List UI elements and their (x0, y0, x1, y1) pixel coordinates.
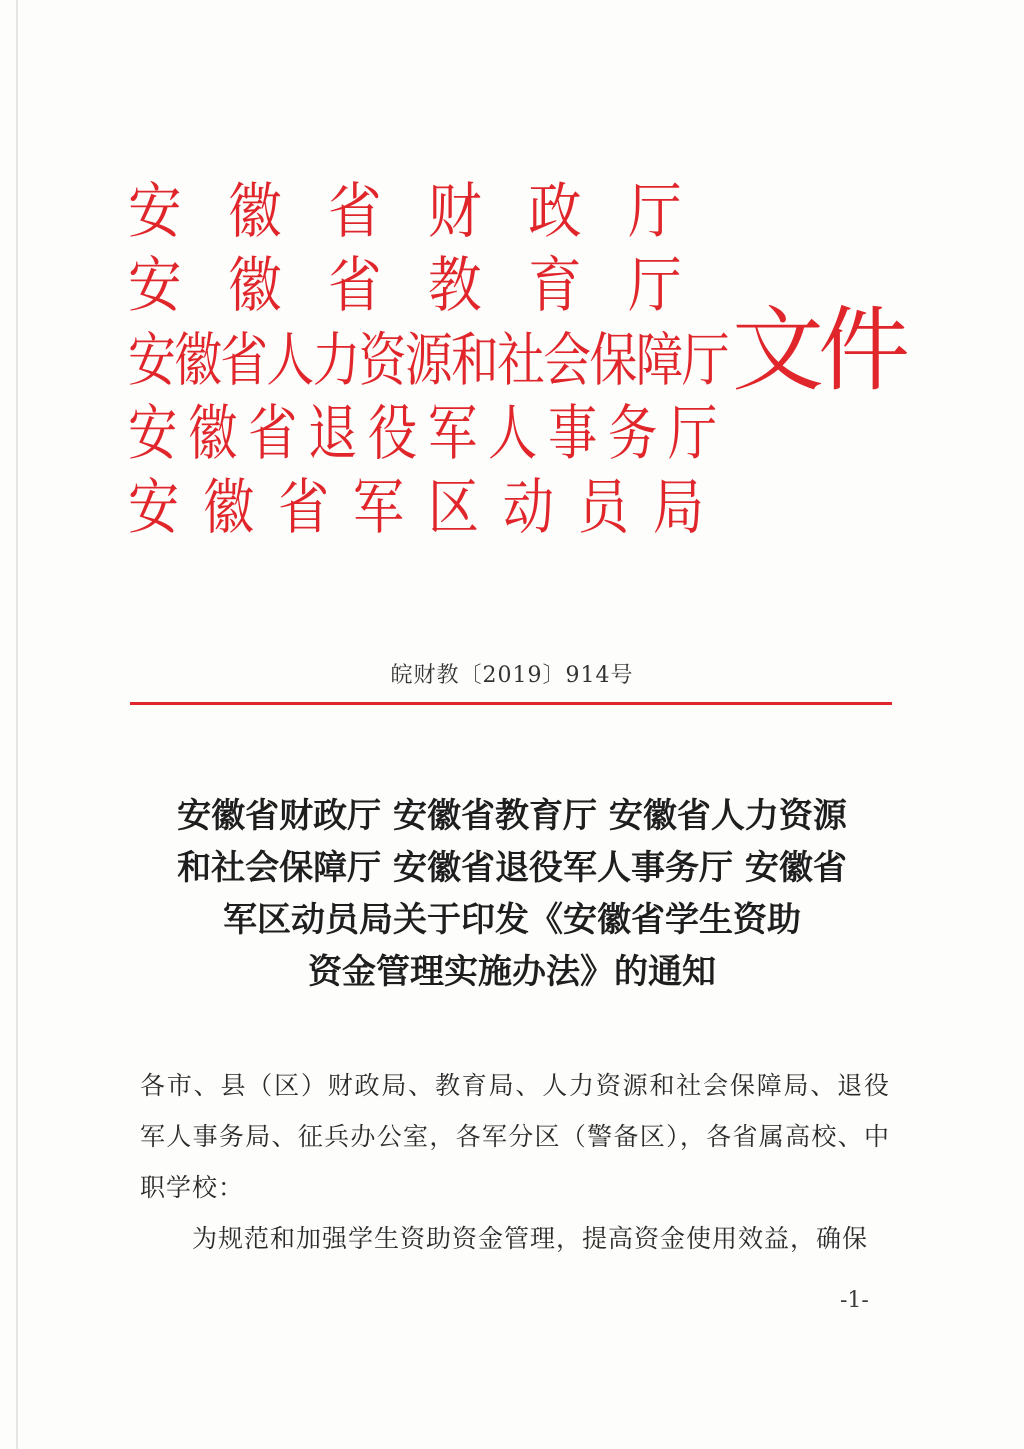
title-line: 军区动员局关于印发《安徽省学生资助 (223, 900, 801, 940)
document-label: 文件 (732, 297, 905, 404)
red-divider-line (130, 702, 892, 705)
scan-edge-shadow (16, 0, 18, 1449)
document-body (140, 1060, 890, 1264)
org-veterans-affairs-dept: 安徽省退役军人事务厅 (128, 399, 729, 469)
body-paragraph: 为规范和加强学生资助资金管理，提高资金使用效益，确保 (192, 1224, 869, 1253)
issuing-authorities-header (128, 178, 908, 548)
org-military-mobilization-bureau: 安徽省军区动员局 (128, 473, 728, 543)
title-line: 资金管理实施办法》的通知 (308, 952, 716, 992)
document-number: 皖财教〔2019〕914号 (390, 663, 634, 688)
page-number: -1- (840, 1288, 869, 1313)
title-line: 安徽省财政厅 安徽省教育厅 安徽省人力资源 (177, 796, 847, 836)
org-education-dept: 安徽省教育厅 (128, 251, 729, 321)
title-line: 和社会保障厅 安徽省退役军人事务厅 安徽省 (177, 848, 847, 888)
addressee: 各市、县（区）财政局、教育局、人力资源和社会保障局、退役军人事务局、征兵办公室，各军分区（警备区），各省属高校、中职学校： (140, 1071, 890, 1202)
org-finance-dept: 安徽省财政厅 (128, 177, 729, 247)
org-hr-social-security-dept: 安徽省人力资源和社会保障厅 (128, 326, 728, 394)
document-title (120, 790, 904, 998)
